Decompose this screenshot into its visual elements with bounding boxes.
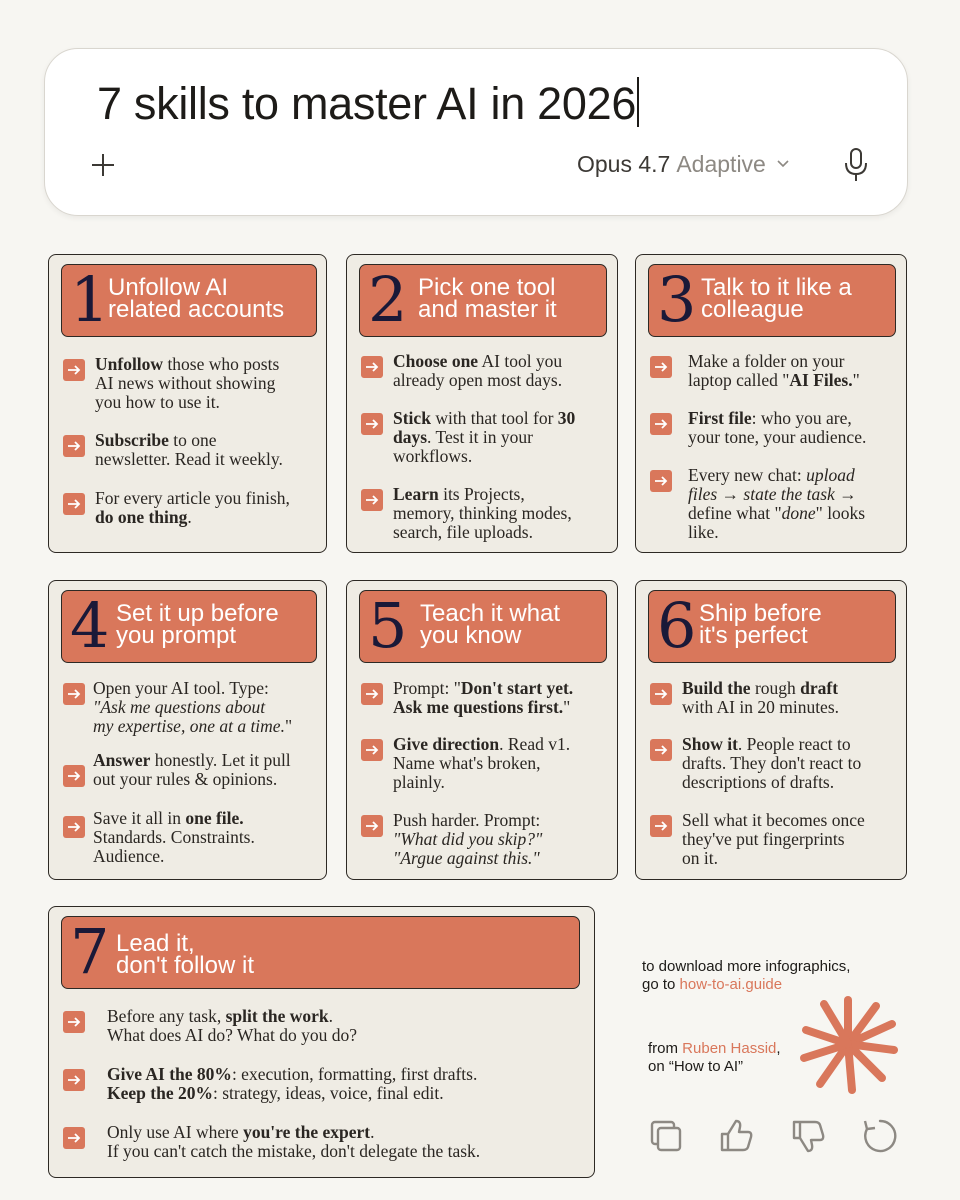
card-header <box>359 264 607 337</box>
arrow-icon <box>361 356 383 378</box>
prompt-input[interactable]: 7 skills to master AI in 2026 <box>97 77 639 130</box>
card-header <box>648 590 896 663</box>
card-number: 7 <box>70 915 110 988</box>
skill-card-6: 6 Ship before it's perfect Build the rough draft with AI in 20 minutes. Show it. People react to drafts. They don't react to descriptions of drafts. Sell what it becomes once they've put fingerprints on it. <box>635 580 907 880</box>
arrow-icon <box>63 816 85 838</box>
arrow-icon <box>361 413 383 435</box>
card-number: 3 <box>657 263 697 336</box>
plus-icon[interactable] <box>83 145 123 185</box>
skill-card-3: 3 Talk to it like a colleague Make a folder on your laptop called "AI Files." First file: who you are, your tone, your audience. Every new chat: upload files → state the task → define what "done" looks like. <box>635 254 907 553</box>
arrow-icon <box>63 1011 85 1033</box>
arrow-icon <box>63 1127 85 1149</box>
prompt-box[interactable] <box>44 48 908 216</box>
author-credit: from Ruben Hassid, on “How to AI” <box>648 1040 781 1075</box>
sparkle-logo-icon <box>798 994 898 1094</box>
arrow-icon <box>650 356 672 378</box>
model-selector[interactable] <box>577 151 790 178</box>
card-number: 6 <box>657 589 697 662</box>
card-header <box>61 264 317 337</box>
arrow-icon <box>650 815 672 837</box>
card-number: 2 <box>368 263 408 336</box>
arrow-icon <box>63 493 85 515</box>
card-header <box>61 916 580 989</box>
arrow-icon <box>361 489 383 511</box>
arrow-icon <box>650 413 672 435</box>
card-title: Lead it, don't follow it <box>116 930 254 979</box>
skill-card-4: 4 Set it up before you prompt Open your AI tool. Type: "Ask me questions about my expertise, one at a time." Answer honestly. Let it pull out your rules & opinions. Save it all in one file. Standards. Constraints. Audience. <box>48 580 327 880</box>
copy-icon[interactable] <box>646 1116 686 1156</box>
card-header <box>648 264 896 337</box>
card-title: Unfollow AI related accounts <box>108 274 285 323</box>
arrow-icon <box>650 683 672 705</box>
chevron-down-icon <box>776 159 790 169</box>
retry-icon[interactable] <box>860 1116 900 1156</box>
arrow-icon <box>63 1069 85 1091</box>
arrow-icon <box>361 739 383 761</box>
site-link[interactable]: how-to-ai.guide <box>679 976 783 993</box>
arrow-icon <box>361 683 383 705</box>
author-link[interactable]: Ruben Hassid <box>682 1040 777 1057</box>
card-number: 4 <box>70 589 110 662</box>
arrow-icon <box>63 359 85 381</box>
arrow-icon <box>650 470 672 492</box>
model-mode: Adaptive <box>676 151 766 177</box>
card-title: Pick one tool and master it <box>418 274 557 323</box>
download-promo: to download more infographics, go to how-to-ai.guide <box>642 958 851 993</box>
card-title: Set it up before you prompt <box>116 600 279 649</box>
model-name: Opus 4.7 <box>577 151 671 177</box>
card-header <box>61 590 317 663</box>
card-number: 5 <box>368 589 408 662</box>
card-title: Ship before it's perfect <box>699 600 822 649</box>
arrow-icon <box>63 765 85 787</box>
skill-card-2: 2 Pick one tool and master it Choose one AI tool you already open most days. Stick with that tool for 30 days. Test it in your workflows. Learn its Projects, memory, thinking modes, search, file uploads. <box>346 254 618 553</box>
arrow-icon <box>650 739 672 761</box>
arrow-icon <box>361 815 383 837</box>
skill-card-1: 1 Unfollow AI related accounts Unfollow those who posts AI news without showing you how to use it. Subscribe to one newsletter. Read it weekly. For every article you finish, do one thing. <box>48 254 327 553</box>
card-header <box>359 590 607 663</box>
card-title: Teach it what you know <box>420 600 561 649</box>
skill-card-5: 5 Teach it what you know Prompt: "Don't start yet. Ask me questions first." Give direction. Read v1. Name what's broken, plainly. Push harder. Prompt: "What did you skip?" "Argue against this." <box>346 580 618 880</box>
card-title: Talk to it like a colleague <box>701 274 852 323</box>
microphone-icon[interactable] <box>843 147 869 183</box>
arrow-icon <box>63 683 85 705</box>
thumbs-down-icon[interactable] <box>788 1116 828 1156</box>
text-caret <box>637 77 639 127</box>
skill-card-7: 7 Lead it, don't follow it Before any task, split the work. What does AI do? What do you do? Give AI the 80%: execution, formatting, first drafts. Keep the 20%: strategy, ideas, voice, final edit. Only use AI where you're the expert. If you can't catch the mistake, don't delegate the task. <box>48 906 595 1178</box>
arrow-icon <box>63 435 85 457</box>
card-number: 1 <box>70 263 110 336</box>
thumbs-up-icon[interactable] <box>716 1116 756 1156</box>
